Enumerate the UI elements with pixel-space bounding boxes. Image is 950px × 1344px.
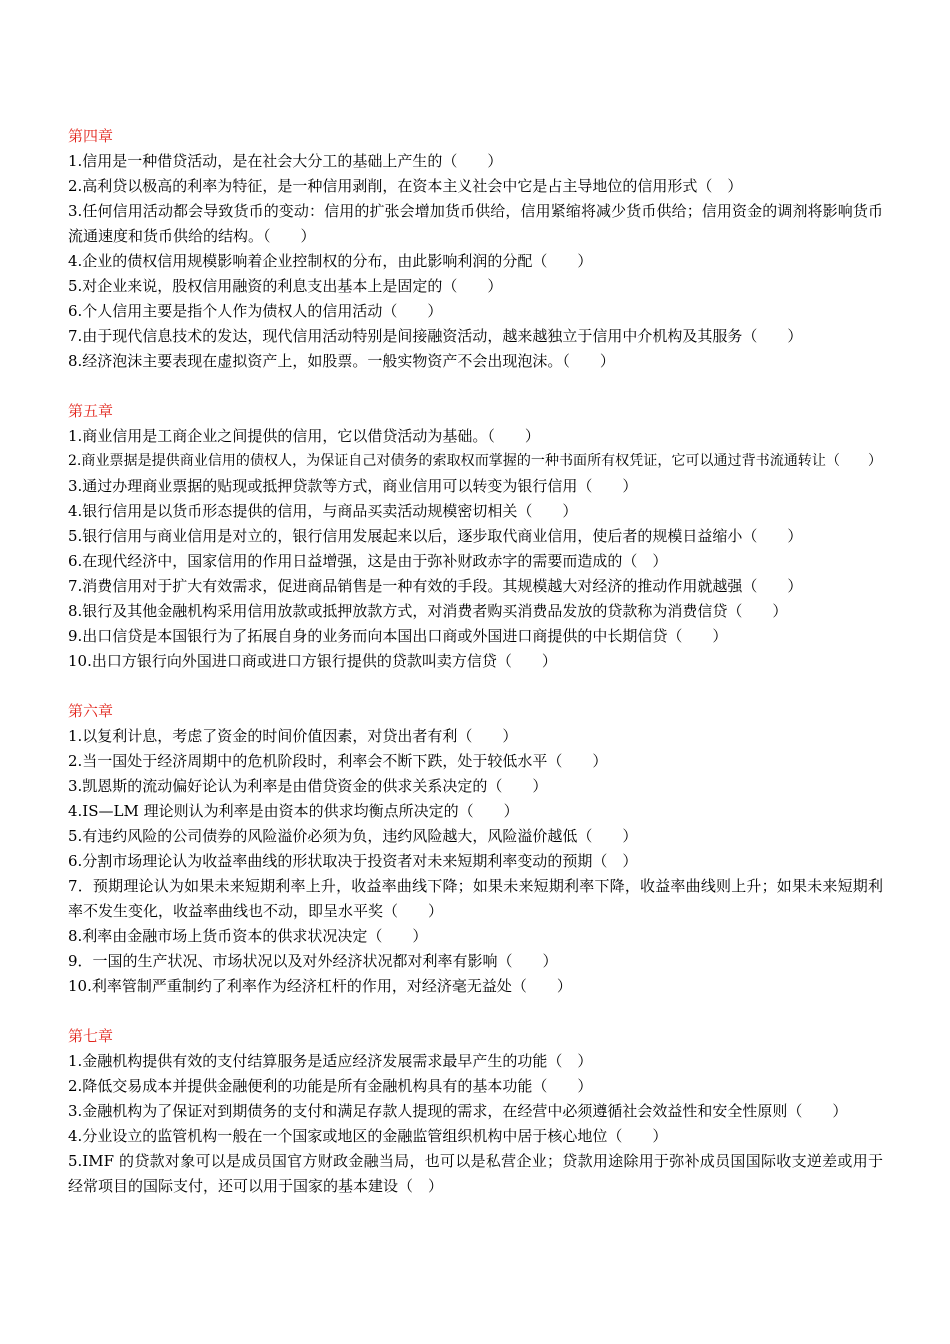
- question-item: 3.金融机构为了保证对到期债务的支付和满足存款人提现的需求，在经营中必须遵循社会效益性和安全性原则（ ）: [68, 1102, 848, 1120]
- question-item: 5.对企业来说，股权信用融资的利息支出基本上是固定的（ ）: [68, 277, 503, 295]
- question-item: 8.利率由金融市场上货币资本的供求状况决定（ ）: [68, 927, 428, 945]
- question-item: 5.有违约风险的公司债券的风险溢价必须为负，违约风险越大，风险溢价越低（ ）: [68, 827, 638, 845]
- question-item: 1.商业信用是工商企业之间提供的信用，它以借贷活动为基础。（ ）: [68, 427, 540, 445]
- question-item: 7．预期理论认为如果未来短期利率上升，收益率曲线下降；如果未来短期利率下降，收益率曲线则上升；如果未来短期利率不发生变化，收益率曲线也不动，即呈水平奖（ ）: [68, 877, 883, 920]
- question-item: 7.由于现代信息技术的发达，现代信用活动特别是间接融资活动，越来越独立于信用中介机构及其服务（ ）: [68, 327, 803, 345]
- question-item: 3.通过办理商业票据的贴现或抵押贷款等方式，商业信用可以转变为银行信用（ ）: [68, 477, 638, 495]
- question-item: 5.银行信用与商业信用是对立的，银行信用发展起来以后，逐步取代商业信用，使后者的规模日益缩小（ ）: [68, 527, 803, 545]
- chapter-section: [68, 399, 883, 674]
- chapter-title: 第六章: [68, 702, 114, 720]
- question-item: 2.商业票据是提供商业信用的债权人，为保证自己对债务的索取权而掌握的一种书面所有权凭证，它可以通过背书流通转让（ ）: [68, 453, 883, 469]
- question-item: 8.银行及其他金融机构采用信用放款或抵押放款方式，对消费者购买消费品发放的贷款称为消费信贷（ ）: [68, 602, 788, 620]
- question-item: 9.出口信贷是本国银行为了拓展自身的业务而向本国出口商或外国进口商提供的中长期信贷（ ）: [68, 627, 728, 645]
- chapter-title: 第七章: [68, 1027, 114, 1045]
- question-item: 6.个人信用主要是指个人作为债权人的信用活动（ ）: [68, 302, 443, 320]
- question-item: 6.分割市场理论认为收益率曲线的形状取决于投资者对未来短期利率变动的预期（ ）: [68, 852, 638, 870]
- chapter-title: 第五章: [68, 402, 114, 420]
- question-item: 10.出口方银行向外国进口商或进口方银行提供的贷款叫卖方信贷（ ）: [68, 652, 557, 670]
- question-item: 10.利率管制严重制约了利率作为经济杠杆的作用，对经济毫无益处（ ）: [68, 977, 572, 995]
- question-item: 4.企业的债权信用规模影响着企业控制权的分布，由此影响利润的分配（ ）: [68, 252, 593, 270]
- chapter-section: [68, 699, 883, 999]
- question-item: 6.在现代经济中，国家信用的作用日益增强，这是由于弥补财政赤字的需要而造成的（ ）: [68, 552, 668, 570]
- question-item: 1.以复利计息，考虑了资金的时间价值因素，对贷出者有利（ ）: [68, 727, 518, 745]
- question-item: 2.当一国处于经济周期中的危机阶段时，利率会不断下跌，处于较低水平（ ）: [68, 752, 608, 770]
- question-item: 4.银行信用是以货币形态提供的信用，与商品买卖活动规模密切相关（ ）: [68, 502, 578, 520]
- question-item: 3.凯恩斯的流动偏好论认为利率是由借贷资金的供求关系决定的（ ）: [68, 777, 548, 795]
- question-item: 9．一国的生产状况、市场状况以及对外经济状况都对利率有影响（ ）: [68, 952, 558, 970]
- question-item: 1.金融机构提供有效的支付结算服务是适应经济发展需求最早产生的功能（ ）: [68, 1052, 593, 1070]
- chapter-section: [68, 1024, 883, 1199]
- question-item: 2.降低交易成本并提供金融便利的功能是所有金融机构具有的基本功能（ ）: [68, 1077, 593, 1095]
- chapter-section: [68, 124, 883, 374]
- question-item: 2.高利贷以极高的利率为特征，是一种信用剥削，在资本主义社会中它是占主导地位的信用形式（ ）: [68, 177, 743, 195]
- question-item: 1.信用是一种借贷活动，是在社会大分工的基础上产生的（ ）: [68, 152, 503, 170]
- question-item: 4.分业设立的监管机构一般在一个国家或地区的金融监管组织机构中居于核心地位（ ）: [68, 1127, 668, 1145]
- question-item: 4.IS—LM 理论则认为利率是由资本的供求均衡点所决定的（ ）: [68, 802, 519, 820]
- chapter-title: 第四章: [68, 127, 114, 145]
- question-item: 7.消费信用对于扩大有效需求，促进商品销售是一种有效的手段。其规模越大对经济的推动作用就越强（ ）: [68, 577, 803, 595]
- question-item: 5.IMF 的贷款对象可以是成员国官方财政金融当局，也可以是私营企业；贷款用途除用于弥补成员国国际收支逆差或用于经常项目的国际支付，还可以用于国家的基本建设（ ）: [68, 1152, 883, 1195]
- document-body: [68, 124, 883, 1224]
- question-item: 3.任何信用活动都会导致货币的变动：信用的扩张会增加货币供给，信用紧缩将减少货币供给；信用资金的调剂将影响货币流通速度和货币供给的结构。（ ）: [68, 202, 883, 245]
- question-item: 8.经济泡沫主要表现在虚拟资产上，如股票。一般实物资产不会出现泡沫。（ ）: [68, 352, 615, 370]
